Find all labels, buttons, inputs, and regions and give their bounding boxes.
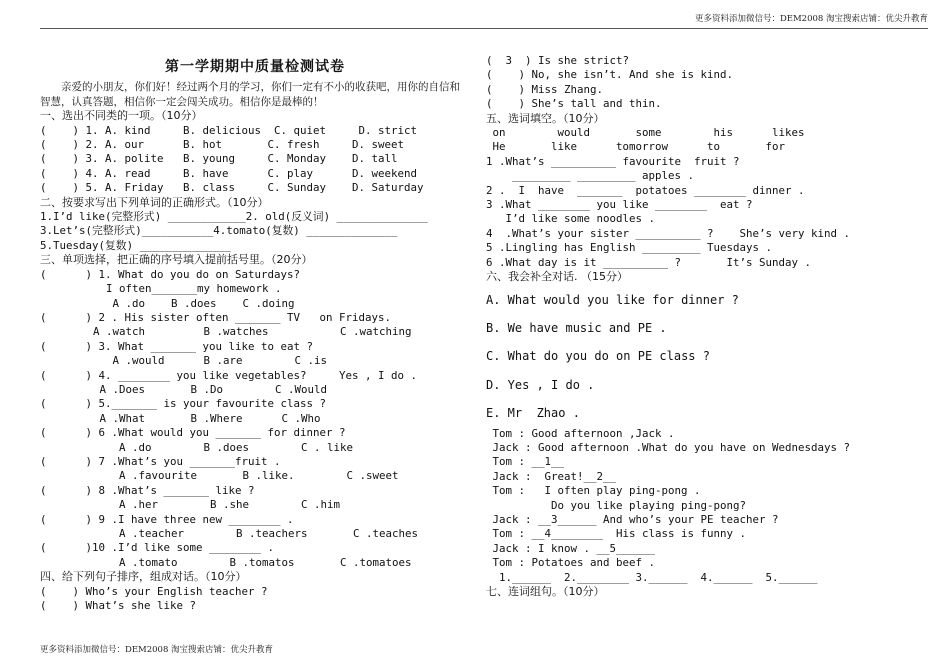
question-row: ( ) No, she isn’t. And she is kind. (486, 68, 734, 82)
page-title: 第一学期期中质量检测试卷 (165, 59, 345, 75)
dialog-block (486, 427, 926, 585)
question-row: ( ) 2 . His sister often _______ TV on Fridays. (40, 310, 392, 324)
question-row: 2 . I have _______ potatoes ________ dinner . (486, 183, 805, 197)
options-row: A .would B .are C .is (80, 354, 328, 368)
options-row: A .tomato B .tomatos C .tomatoes (80, 555, 412, 569)
question-row: ( ) 2. A. our B. hot C. fresh D. sweet (40, 138, 405, 152)
dialog-line: Tom : __1__ (486, 455, 565, 469)
question-row: ( ) 4. A. read B. have C. play D. weekend (40, 166, 418, 180)
question-row: ( ) Who’s your English teacher ? (40, 584, 268, 598)
intro-paragraph: 亲爱的小朋友，你们好！经过两个月的学习，你们一定有不小的收获吧，用你的自信和智慧，认真答题，相信你一定会闯关成功。相信你是最棒的！ (40, 81, 460, 108)
dialog-line: Tom : I often play ping-pong . (486, 484, 701, 498)
dialog-line: Jack : Good afternoon .What do you have on Wednesdays ? (486, 440, 851, 454)
section-1-list (40, 124, 470, 196)
question-row: ( ) 8 .What’s _______ like ? (40, 483, 255, 497)
question-row: I often_______my homework . (80, 282, 282, 296)
question-row: ( ) 6 .What would you _______ for dinner ? (40, 426, 346, 440)
section-5-heading: 五、选词填空。（10分） (486, 111, 605, 125)
answer-option: B. We have music and PE . (486, 320, 667, 335)
section-6-heading: 六、我会补全对话. （15分） (486, 270, 628, 284)
question-row: ( )10 .I’d like some ________ . (40, 541, 275, 555)
word-bank-row: on would some his likes (486, 126, 805, 140)
question-row: ( ) 9 .I have three new ________ . (40, 512, 294, 526)
options-row: A .teacher B .teachers C .teaches (80, 527, 419, 540)
question-row: 1 .What’s __________ favourite fruit ? (486, 154, 740, 168)
page-header: 更多资料添加微信号：DEM2008 淘宝搜索店铺：优尖升教育 (694, 14, 928, 24)
question-row: 5.Tuesday(复数) ______________ (40, 238, 231, 252)
answer-option: A. What would you like for dinner ? (486, 292, 739, 307)
answer-blanks: 1.______ 2.________ 3.______ 4.______ 5.______ (486, 570, 818, 584)
left-column (40, 52, 470, 613)
question-row: ( ) 1. What do you do on Saturdays? (40, 267, 301, 281)
question-row: 4 .What’s your sister __________ ? She’s very kind . (486, 226, 851, 240)
section-4-heading: 四、给下列句子排序，组成对话。（10分） (40, 570, 247, 584)
dialog-line: Tom : __4________ His class is funny . (486, 527, 747, 541)
question-row: 3 .What ________ you like ________ eat ? (486, 198, 753, 212)
dialog-line: Jack : I know . __5______ (486, 541, 656, 555)
section-3-list (40, 268, 470, 571)
page-footer: 更多资料添加微信号：DEM2008 淘宝搜索店铺：优尖升教育 (40, 645, 274, 655)
question-row: ( ) She’s tall and thin. (486, 97, 662, 111)
options-row: A .What B .Where C .Who (80, 411, 321, 425)
question-row: ( ) 5. A. Friday B. class C. Sunday D. Saturday (40, 181, 424, 195)
question-row: I’d like some noodles . (486, 212, 656, 226)
word-bank-row: He like tomorrow to for (486, 140, 786, 154)
section-2-heading: 二、按要求写出下列单词的正确形式。（10分） (40, 195, 269, 209)
options-row: A .do B .does C . like (80, 440, 354, 454)
section-3-heading: 三、单项选择，把正确的序号填入提前括号里。（20分） (40, 253, 313, 267)
dialog-line: Jack : __3______ And who’s your PE teacher ? (486, 512, 779, 526)
right-column (486, 54, 926, 599)
answer-option: C. What do you do on PE class ? (486, 349, 710, 364)
question-row: ( ) 7 .What’s you _______fruit . (40, 454, 281, 468)
question-row: ( 3 ) Is she strict? (486, 54, 630, 67)
question-row: 6 .What day is it __________ ? It’s Sunday . (486, 255, 812, 269)
question-row: ( ) What’s she like ? (40, 599, 197, 613)
options-row: A .do B .does C .doing (80, 296, 295, 310)
question-row: _________ _________ apples . (486, 169, 695, 183)
question-row: ( ) 1. A. kind B. delicious C. quiet D. strict (40, 123, 418, 137)
section-7-heading: 七、连词组句。（10分） (486, 585, 605, 598)
header-divider (40, 28, 928, 29)
question-row: ( ) 4. ________ you like vegetables? Yes , I do . (40, 368, 418, 382)
options-row: A .her B .she C .him (80, 498, 341, 512)
answer-option: E. Mr Zhao . (486, 406, 580, 421)
dialog-line: Tom : Good afternoon ,Jack . (486, 426, 675, 440)
dialog-line: Tom : Potatoes and beef . (486, 556, 656, 570)
question-row: 3.Let’s(完整形式)___________4.tomato(复数) ______________ (40, 224, 398, 238)
question-row: ( ) 5._______ is your favourite class ? (40, 397, 327, 411)
question-row: ( ) 3. A. polite B. young C. Monday D. tall (40, 152, 398, 166)
options-row: A .watch B .watches C .watching (80, 325, 412, 339)
dialog-line: Jack : Great!__2__ (486, 469, 617, 483)
dialog-line: Do you like playing ping-pong? (486, 498, 747, 512)
question-row: ( ) 3. What _______ you like to eat ? (40, 339, 314, 353)
question-row: 5 .Lingling has English _________ Tuesdays . (486, 241, 773, 255)
question-row: ( ) Miss Zhang. (486, 82, 604, 96)
question-row: 1.I’d like(完整形式) ____________2. old(反义词) ______________ (40, 210, 428, 224)
options-row: A .favourite B .like. C .sweet (80, 469, 399, 483)
options-row: A .Does B .Do C .Would (80, 382, 328, 396)
answer-option: D. Yes , I do . (486, 377, 595, 392)
section-1-heading: 一、选出不同类的一项。（10分） (40, 109, 203, 123)
